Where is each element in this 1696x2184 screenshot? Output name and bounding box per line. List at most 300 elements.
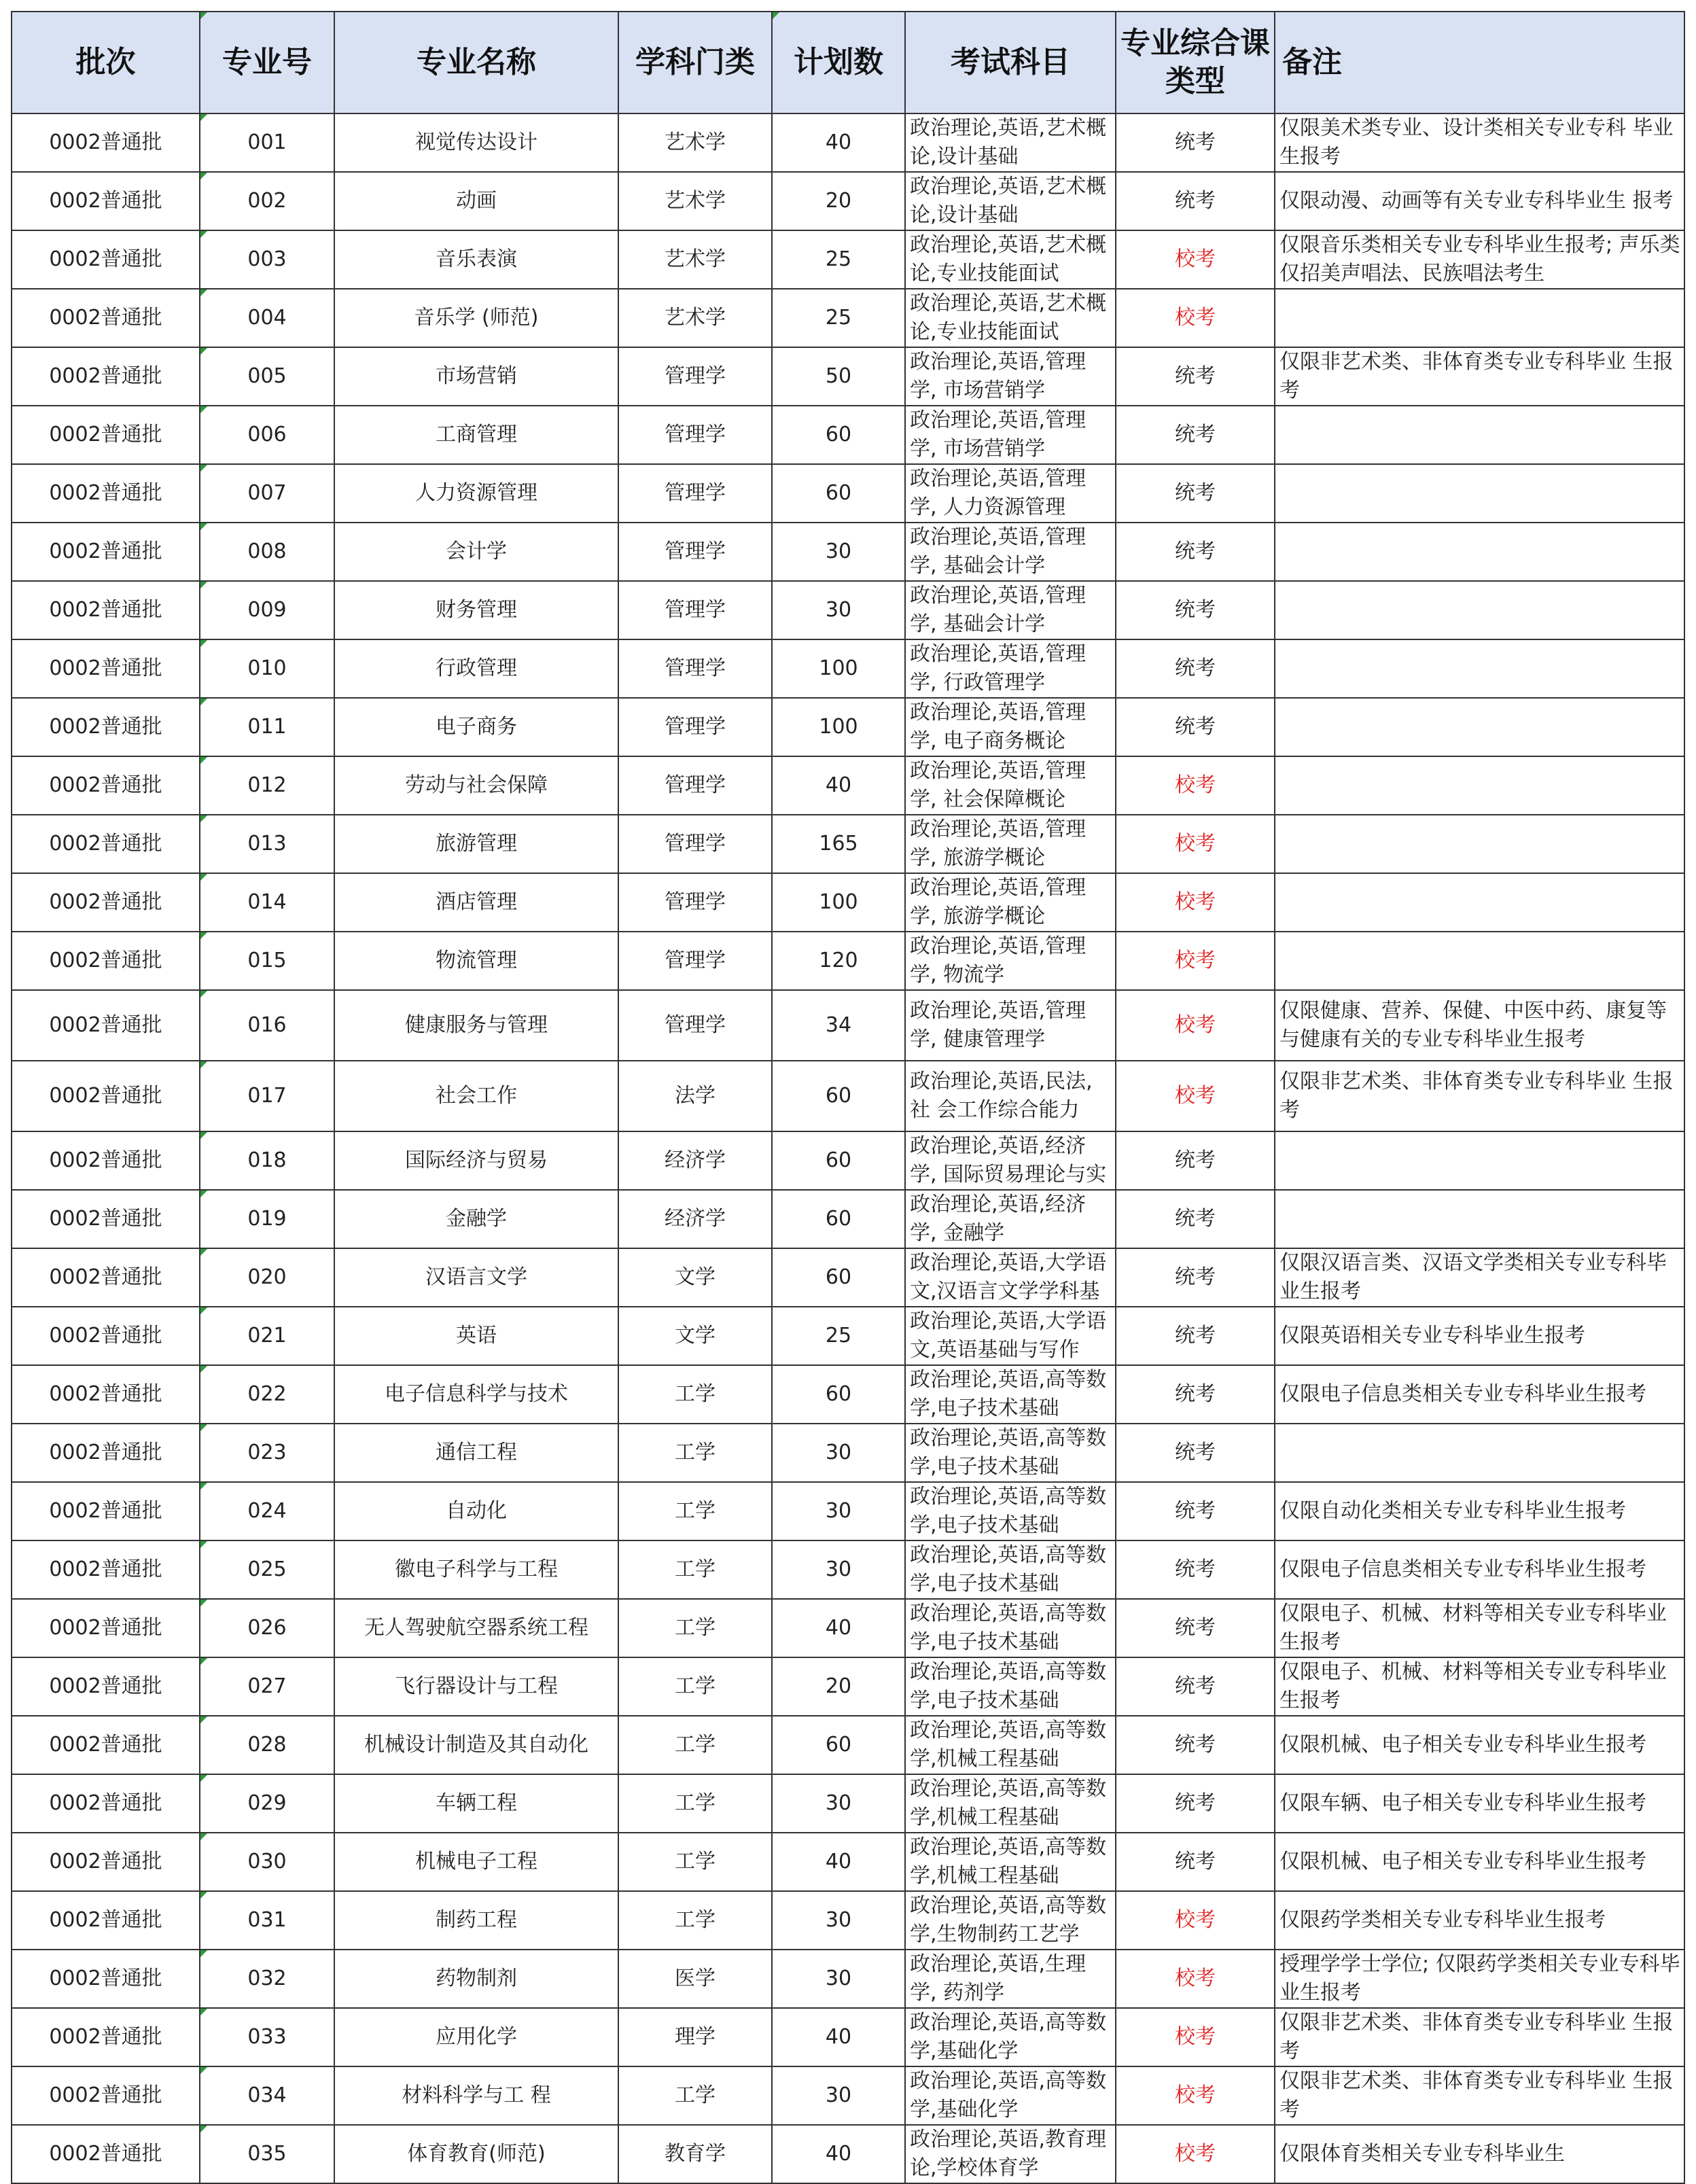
cell-batch: 0002普通批	[12, 523, 200, 581]
cell-exam-subjects: 政治理论,英语,管理学, 电子商务概论	[905, 698, 1116, 756]
cell-exam-subjects: 政治理论,英语,艺术概论,专业技能面试	[905, 289, 1116, 347]
cell-batch: 0002普通批	[12, 1307, 200, 1365]
cell-exam-subjects: 政治理论,英语,高等数学,电子技术基础	[905, 1657, 1116, 1716]
cell-exam-type: 校考	[1116, 873, 1275, 932]
cell-remarks	[1275, 698, 1684, 756]
cell-plan-count: 40	[772, 2125, 905, 2183]
table-row	[12, 1131, 1684, 1190]
cell-major-name: 英语	[334, 1307, 618, 1365]
cell-remarks	[1275, 815, 1684, 873]
cell-major-name: 车辆工程	[334, 1774, 618, 1833]
cell-major-code: 018	[200, 1131, 334, 1190]
cell-batch: 0002普通批	[12, 1061, 200, 1131]
cell-discipline: 工学	[618, 1774, 772, 1833]
cell-exam-type: 校考	[1116, 815, 1275, 873]
cell-exam-subjects: 政治理论,英语,高等数学,机械工程基础	[905, 1716, 1116, 1774]
cell-remarks: 仅限车辆、电子相关专业专科毕业生报考	[1275, 1774, 1684, 1833]
cell-batch: 0002普通批	[12, 698, 200, 756]
cell-major-name: 音乐学 (师范)	[334, 289, 618, 347]
header-remarks: 备注	[1275, 12, 1684, 113]
header-exam-subjects: 考试科目	[905, 12, 1116, 113]
cell-discipline: 管理学	[618, 639, 772, 698]
cell-remarks	[1275, 756, 1684, 815]
cell-exam-subjects: 政治理论,英语,艺术概论,专业技能面试	[905, 230, 1116, 289]
cell-remarks: 仅限非艺术类、非体育类专业专科毕业 生报考	[1275, 2008, 1684, 2066]
cell-plan-count: 30	[772, 1540, 905, 1599]
table-row	[12, 230, 1684, 289]
cell-major-code: 033	[200, 2008, 334, 2066]
cell-major-code: 035	[200, 2125, 334, 2183]
table-row	[12, 1891, 1684, 1950]
cell-discipline: 工学	[618, 1540, 772, 1599]
cell-discipline: 工学	[618, 1657, 772, 1716]
cell-exam-type: 统考	[1116, 1131, 1275, 1190]
cell-discipline: 法学	[618, 1061, 772, 1131]
cell-major-code: 009	[200, 581, 334, 639]
table-row	[12, 1833, 1684, 1891]
cell-major-code: 007	[200, 464, 334, 523]
table-row	[12, 406, 1684, 464]
cell-plan-count: 100	[772, 639, 905, 698]
cell-major-code: 025	[200, 1540, 334, 1599]
cell-major-name: 酒店管理	[334, 873, 618, 932]
cell-plan-count: 50	[772, 347, 905, 406]
cell-major-name: 电子商务	[334, 698, 618, 756]
cell-plan-count: 30	[772, 1424, 905, 1482]
cell-discipline: 经济学	[618, 1131, 772, 1190]
cell-exam-type: 统考	[1116, 1307, 1275, 1365]
cell-major-code: 001	[200, 113, 334, 172]
cell-major-code: 019	[200, 1190, 334, 1248]
table-row	[12, 990, 1684, 1061]
cell-remarks	[1275, 406, 1684, 464]
cell-remarks: 仅限英语相关专业专科毕业生报考	[1275, 1307, 1684, 1365]
cell-major-name: 人力资源管理	[334, 464, 618, 523]
cell-plan-count: 40	[772, 1599, 905, 1657]
cell-remarks	[1275, 523, 1684, 581]
cell-major-name: 物流管理	[334, 932, 618, 990]
cell-major-code: 027	[200, 1657, 334, 1716]
cell-plan-count: 40	[772, 1833, 905, 1891]
cell-exam-subjects: 政治理论,英语,高等数学,机械工程基础	[905, 1774, 1116, 1833]
cell-remarks: 仅限美术类专业、设计类相关专业专科 毕业生报考	[1275, 113, 1684, 172]
cell-plan-count: 25	[772, 289, 905, 347]
cell-plan-count: 25	[772, 1307, 905, 1365]
cell-plan-count: 60	[772, 1248, 905, 1307]
cell-major-name: 财务管理	[334, 581, 618, 639]
table-row	[12, 698, 1684, 756]
table-row	[12, 1716, 1684, 1774]
cell-remarks: 仅限电子信息类相关专业专科毕业生报考	[1275, 1365, 1684, 1424]
cell-batch: 0002普通批	[12, 2008, 200, 2066]
cell-exam-subjects: 政治理论,英语,高等数学,基础化学	[905, 2066, 1116, 2125]
cell-exam-subjects: 政治理论,英语,经济学, 金融学	[905, 1190, 1116, 1248]
cell-major-name: 自动化	[334, 1482, 618, 1540]
cell-major-code: 012	[200, 756, 334, 815]
cell-batch: 0002普通批	[12, 1190, 200, 1248]
table-row	[12, 523, 1684, 581]
cell-batch: 0002普通批	[12, 406, 200, 464]
cell-plan-count: 40	[772, 113, 905, 172]
cell-discipline: 管理学	[618, 581, 772, 639]
cell-batch: 0002普通批	[12, 1716, 200, 1774]
cell-exam-subjects: 政治理论,英语,管理学, 行政管理学	[905, 639, 1116, 698]
cell-plan-count: 120	[772, 932, 905, 990]
cell-discipline: 管理学	[618, 873, 772, 932]
cell-major-name: 健康服务与管理	[334, 990, 618, 1061]
cell-exam-type: 校考	[1116, 756, 1275, 815]
cell-exam-subjects: 政治理论,英语,管理学, 基础会计学	[905, 523, 1116, 581]
table-body	[12, 113, 1684, 2183]
cell-exam-type: 统考	[1116, 1190, 1275, 1248]
cell-exam-subjects: 政治理论,英语,民法,社 会工作综合能力	[905, 1061, 1116, 1131]
header-discipline: 学科门类	[618, 12, 772, 113]
cell-batch: 0002普通批	[12, 639, 200, 698]
cell-exam-type: 统考	[1116, 406, 1275, 464]
table-row	[12, 1248, 1684, 1307]
cell-remarks	[1275, 289, 1684, 347]
cell-plan-count: 30	[772, 1774, 905, 1833]
cell-remarks: 仅限非艺术类、非体育类专业专科毕业 生报考	[1275, 2066, 1684, 2125]
cell-plan-count: 100	[772, 698, 905, 756]
cell-exam-type: 统考	[1116, 698, 1275, 756]
cell-major-name: 社会工作	[334, 1061, 618, 1131]
cell-exam-type: 校考	[1116, 289, 1275, 347]
cell-major-code: 016	[200, 990, 334, 1061]
cell-exam-subjects: 政治理论,英语,高等数学,电子技术基础	[905, 1482, 1116, 1540]
cell-remarks: 仅限机械、电子相关专业专科毕业生报考	[1275, 1716, 1684, 1774]
cell-major-code: 002	[200, 172, 334, 230]
header-major-name: 专业名称	[334, 12, 618, 113]
table-row	[12, 1061, 1684, 1131]
cell-batch: 0002普通批	[12, 172, 200, 230]
cell-major-code: 015	[200, 932, 334, 990]
cell-major-name: 汉语言文学	[334, 1248, 618, 1307]
cell-batch: 0002普通批	[12, 1891, 200, 1950]
cell-discipline: 艺术学	[618, 230, 772, 289]
cell-plan-count: 30	[772, 1482, 905, 1540]
cell-plan-count: 30	[772, 2066, 905, 2125]
cell-exam-type: 统考	[1116, 1657, 1275, 1716]
cell-exam-subjects: 政治理论,英语,管理学, 基础会计学	[905, 581, 1116, 639]
cell-batch: 0002普通批	[12, 1424, 200, 1482]
table-row	[12, 581, 1684, 639]
table-row	[12, 1950, 1684, 2008]
cell-exam-type: 统考	[1116, 464, 1275, 523]
cell-remarks: 仅限机械、电子相关专业专科毕业生报考	[1275, 1833, 1684, 1891]
cell-batch: 0002普通批	[12, 230, 200, 289]
cell-exam-type: 统考	[1116, 1774, 1275, 1833]
cell-exam-type: 校考	[1116, 1950, 1275, 2008]
cell-discipline: 医学	[618, 1950, 772, 2008]
cell-remarks	[1275, 1131, 1684, 1190]
cell-batch: 0002普通批	[12, 1365, 200, 1424]
cell-major-name: 机械电子工程	[334, 1833, 618, 1891]
cell-exam-subjects: 政治理论,英语,艺术概论,设计基础	[905, 113, 1116, 172]
cell-exam-type: 校考	[1116, 990, 1275, 1061]
cell-exam-subjects: 政治理论,英语,管理学, 物流学	[905, 932, 1116, 990]
cell-major-code: 031	[200, 1891, 334, 1950]
cell-plan-count: 20	[772, 1657, 905, 1716]
cell-discipline: 工学	[618, 2066, 772, 2125]
cell-discipline: 艺术学	[618, 289, 772, 347]
cell-major-name: 市场营销	[334, 347, 618, 406]
cell-plan-count: 20	[772, 172, 905, 230]
cell-remarks: 仅限药学类相关专业专科毕业生报考	[1275, 1891, 1684, 1950]
cell-plan-count: 40	[772, 2008, 905, 2066]
cell-plan-count: 30	[772, 523, 905, 581]
cell-exam-type: 校考	[1116, 1891, 1275, 1950]
cell-batch: 0002普通批	[12, 1774, 200, 1833]
cell-plan-count: 30	[772, 1950, 905, 2008]
cell-exam-type: 校考	[1116, 2008, 1275, 2066]
cell-remarks: 仅限动漫、动画等有关专业专科毕业生 报考	[1275, 172, 1684, 230]
cell-major-name: 体育教育(师范)	[334, 2125, 618, 2183]
cell-batch: 0002普通批	[12, 1599, 200, 1657]
cell-discipline: 管理学	[618, 523, 772, 581]
cell-plan-count: 34	[772, 990, 905, 1061]
cell-remarks	[1275, 639, 1684, 698]
cell-discipline: 管理学	[618, 990, 772, 1061]
cell-exam-type: 校考	[1116, 2066, 1275, 2125]
cell-major-name: 动画	[334, 172, 618, 230]
cell-remarks: 仅限非艺术类、非体育类专业专科毕业 生报考	[1275, 347, 1684, 406]
table-row	[12, 464, 1684, 523]
cell-major-name: 金融学	[334, 1190, 618, 1248]
cell-batch: 0002普通批	[12, 815, 200, 873]
cell-batch: 0002普通批	[12, 756, 200, 815]
cell-remarks: 仅限电子信息类相关专业专科毕业生报考	[1275, 1540, 1684, 1599]
cell-discipline: 工学	[618, 1482, 772, 1540]
cell-batch: 0002普通批	[12, 932, 200, 990]
cell-batch: 0002普通批	[12, 289, 200, 347]
cell-major-name: 旅游管理	[334, 815, 618, 873]
cell-plan-count: 40	[772, 756, 905, 815]
cell-discipline: 工学	[618, 1716, 772, 1774]
table-row	[12, 1599, 1684, 1657]
cell-major-name: 材料科学与工 程	[334, 2066, 618, 2125]
table-row	[12, 2066, 1684, 2125]
cell-exam-subjects: 政治理论,英语,管理学, 市场营销学	[905, 347, 1116, 406]
cell-remarks: 授理学学士学位; 仅限药学类相关专业专科毕业生报考	[1275, 1950, 1684, 2008]
cell-major-name: 行政管理	[334, 639, 618, 698]
header-batch: 批次	[12, 12, 200, 113]
cell-exam-subjects: 政治理论,英语,经济学, 国际贸易理论与实	[905, 1131, 1116, 1190]
cell-major-name: 机械设计制造及其自动化	[334, 1716, 618, 1774]
cell-exam-type: 校考	[1116, 932, 1275, 990]
cell-plan-count: 60	[772, 464, 905, 523]
cell-batch: 0002普通批	[12, 113, 200, 172]
cell-major-code: 034	[200, 2066, 334, 2125]
cell-remarks: 仅限汉语言类、汉语文学类相关专业专科毕业生报考	[1275, 1248, 1684, 1307]
table-row	[12, 1657, 1684, 1716]
cell-major-code: 022	[200, 1365, 334, 1424]
cell-remarks	[1275, 932, 1684, 990]
cell-major-code: 024	[200, 1482, 334, 1540]
cell-major-name: 电子信息科学与技术	[334, 1365, 618, 1424]
table-row	[12, 756, 1684, 815]
table-row	[12, 1307, 1684, 1365]
cell-major-code: 008	[200, 523, 334, 581]
cell-discipline: 文学	[618, 1307, 772, 1365]
cell-exam-type: 统考	[1116, 1482, 1275, 1540]
cell-major-code: 026	[200, 1599, 334, 1657]
cell-exam-type: 统考	[1116, 1599, 1275, 1657]
cell-major-code: 004	[200, 289, 334, 347]
cell-exam-subjects: 政治理论,英语,管理学, 人力资源管理	[905, 464, 1116, 523]
cell-remarks	[1275, 1190, 1684, 1248]
table-row	[12, 1190, 1684, 1248]
header-plan-count: 计划数	[772, 12, 905, 113]
table-row	[12, 932, 1684, 990]
cell-discipline: 工学	[618, 1833, 772, 1891]
cell-exam-subjects: 政治理论,英语,高等数学,电子技术基础	[905, 1365, 1116, 1424]
cell-major-code: 006	[200, 406, 334, 464]
cell-major-name: 飞行器设计与工程	[334, 1657, 618, 1716]
cell-exam-subjects: 政治理论,英语,大学语文,汉语言文学学科基	[905, 1248, 1116, 1307]
cell-exam-type: 统考	[1116, 581, 1275, 639]
cell-exam-subjects: 政治理论,英语,高等数学,生物制药工艺学	[905, 1891, 1116, 1950]
cell-discipline: 管理学	[618, 347, 772, 406]
cell-exam-subjects: 政治理论,英语,生理学, 药剂学	[905, 1950, 1116, 2008]
cell-exam-subjects: 政治理论,英语,教育理论,学校体育学	[905, 2125, 1116, 2183]
cell-batch: 0002普通批	[12, 1482, 200, 1540]
cell-exam-subjects: 政治理论,英语,高等数学,电子技术基础	[905, 1424, 1116, 1482]
cell-exam-type: 校考	[1116, 1061, 1275, 1131]
cell-batch: 0002普通批	[12, 1248, 200, 1307]
table-row	[12, 172, 1684, 230]
cell-major-name: 会计学	[334, 523, 618, 581]
cell-exam-type: 校考	[1116, 230, 1275, 289]
cell-batch: 0002普通批	[12, 990, 200, 1061]
table-row	[12, 873, 1684, 932]
cell-plan-count: 30	[772, 581, 905, 639]
cell-batch: 0002普通批	[12, 2066, 200, 2125]
cell-major-code: 003	[200, 230, 334, 289]
admissions-table-sheet	[11, 11, 1684, 2184]
cell-major-code: 005	[200, 347, 334, 406]
cell-discipline: 理学	[618, 2008, 772, 2066]
cell-major-name: 应用化学	[334, 2008, 618, 2066]
cell-exam-subjects: 政治理论,英语,管理学, 社会保障概论	[905, 756, 1116, 815]
cell-batch: 0002普通批	[12, 1657, 200, 1716]
header-exam-type: 专业综合课类型	[1116, 12, 1275, 113]
cell-plan-count: 60	[772, 1131, 905, 1190]
cell-discipline: 工学	[618, 1424, 772, 1482]
cell-major-code: 021	[200, 1307, 334, 1365]
cell-remarks	[1275, 464, 1684, 523]
cell-remarks: 仅限电子、机械、材料等相关专业专科毕业生报考	[1275, 1599, 1684, 1657]
cell-major-name: 通信工程	[334, 1424, 618, 1482]
cell-exam-subjects: 政治理论,英语,高等数学,机械工程基础	[905, 1833, 1116, 1891]
cell-major-code: 030	[200, 1833, 334, 1891]
cell-remarks: 仅限体育类相关专业专科毕业生	[1275, 2125, 1684, 2183]
cell-discipline: 艺术学	[618, 172, 772, 230]
cell-exam-type: 统考	[1116, 639, 1275, 698]
cell-batch: 0002普通批	[12, 1131, 200, 1190]
cell-remarks: 仅限电子、机械、材料等相关专业专科毕业生报考	[1275, 1657, 1684, 1716]
cell-exam-subjects: 政治理论,英语,高等数学,电子技术基础	[905, 1599, 1116, 1657]
cell-major-code: 020	[200, 1248, 334, 1307]
cell-batch: 0002普通批	[12, 1833, 200, 1891]
table-row	[12, 1774, 1684, 1833]
cell-exam-subjects: 政治理论,英语,管理学, 旅游学概论	[905, 815, 1116, 873]
table-row	[12, 1540, 1684, 1599]
cell-exam-type: 统考	[1116, 1833, 1275, 1891]
cell-exam-type: 统考	[1116, 1424, 1275, 1482]
cell-major-name: 音乐表演	[334, 230, 618, 289]
cell-discipline: 工学	[618, 1891, 772, 1950]
table-row	[12, 815, 1684, 873]
cell-plan-count: 60	[772, 1061, 905, 1131]
cell-major-name: 徽电子科学与工程	[334, 1540, 618, 1599]
cell-plan-count: 60	[772, 1365, 905, 1424]
cell-exam-type: 统考	[1116, 1540, 1275, 1599]
cell-exam-type: 统考	[1116, 1716, 1275, 1774]
cell-exam-type: 统考	[1116, 113, 1275, 172]
cell-batch: 0002普通批	[12, 464, 200, 523]
cell-plan-count: 165	[772, 815, 905, 873]
cell-discipline: 工学	[618, 1599, 772, 1657]
cell-remarks	[1275, 1424, 1684, 1482]
header-row	[12, 12, 1684, 113]
table-row	[12, 1424, 1684, 1482]
cell-major-code: 014	[200, 873, 334, 932]
cell-exam-subjects: 政治理论,英语,大学语文,英语基础与写作	[905, 1307, 1116, 1365]
table-row	[12, 1365, 1684, 1424]
cell-exam-subjects: 政治理论,英语,艺术概论,设计基础	[905, 172, 1116, 230]
header-major-code: 专业号	[200, 12, 334, 113]
cell-plan-count: 60	[772, 406, 905, 464]
cell-discipline: 经济学	[618, 1190, 772, 1248]
cell-exam-subjects: 政治理论,英语,高等数学,基础化学	[905, 2008, 1116, 2066]
cell-exam-subjects: 政治理论,英语,高等数学,电子技术基础	[905, 1540, 1116, 1599]
cell-discipline: 管理学	[618, 932, 772, 990]
cell-discipline: 教育学	[618, 2125, 772, 2183]
cell-exam-type: 统考	[1116, 172, 1275, 230]
cell-exam-type: 统考	[1116, 1248, 1275, 1307]
cell-major-code: 013	[200, 815, 334, 873]
cell-exam-type: 统考	[1116, 1365, 1275, 1424]
table-row	[12, 1482, 1684, 1540]
cell-discipline: 管理学	[618, 698, 772, 756]
cell-remarks	[1275, 581, 1684, 639]
cell-remarks: 仅限自动化类相关专业专科毕业生报考	[1275, 1482, 1684, 1540]
cell-batch: 0002普通批	[12, 581, 200, 639]
cell-discipline: 管理学	[618, 406, 772, 464]
table-row	[12, 289, 1684, 347]
cell-major-name: 制药工程	[334, 1891, 618, 1950]
cell-remarks: 仅限非艺术类、非体育类专业专科毕业 生报考	[1275, 1061, 1684, 1131]
cell-exam-subjects: 政治理论,英语,管理学, 旅游学概论	[905, 873, 1116, 932]
cell-plan-count: 25	[772, 230, 905, 289]
cell-major-code: 017	[200, 1061, 334, 1131]
cell-exam-type: 统考	[1116, 347, 1275, 406]
cell-major-name: 国际经济与贸易	[334, 1131, 618, 1190]
table-row	[12, 347, 1684, 406]
cell-major-name: 工商管理	[334, 406, 618, 464]
cell-discipline: 工学	[618, 1365, 772, 1424]
cell-plan-count: 60	[772, 1190, 905, 1248]
table-row	[12, 113, 1684, 172]
cell-major-code: 011	[200, 698, 334, 756]
cell-remarks: 仅限音乐类相关专业专科毕业生报考; 声乐类仅招美声唱法、民族唱法考生	[1275, 230, 1684, 289]
cell-exam-type: 统考	[1116, 523, 1275, 581]
cell-batch: 0002普通批	[12, 347, 200, 406]
cell-discipline: 艺术学	[618, 113, 772, 172]
cell-exam-subjects: 政治理论,英语,管理学, 市场营销学	[905, 406, 1116, 464]
cell-major-code: 029	[200, 1774, 334, 1833]
